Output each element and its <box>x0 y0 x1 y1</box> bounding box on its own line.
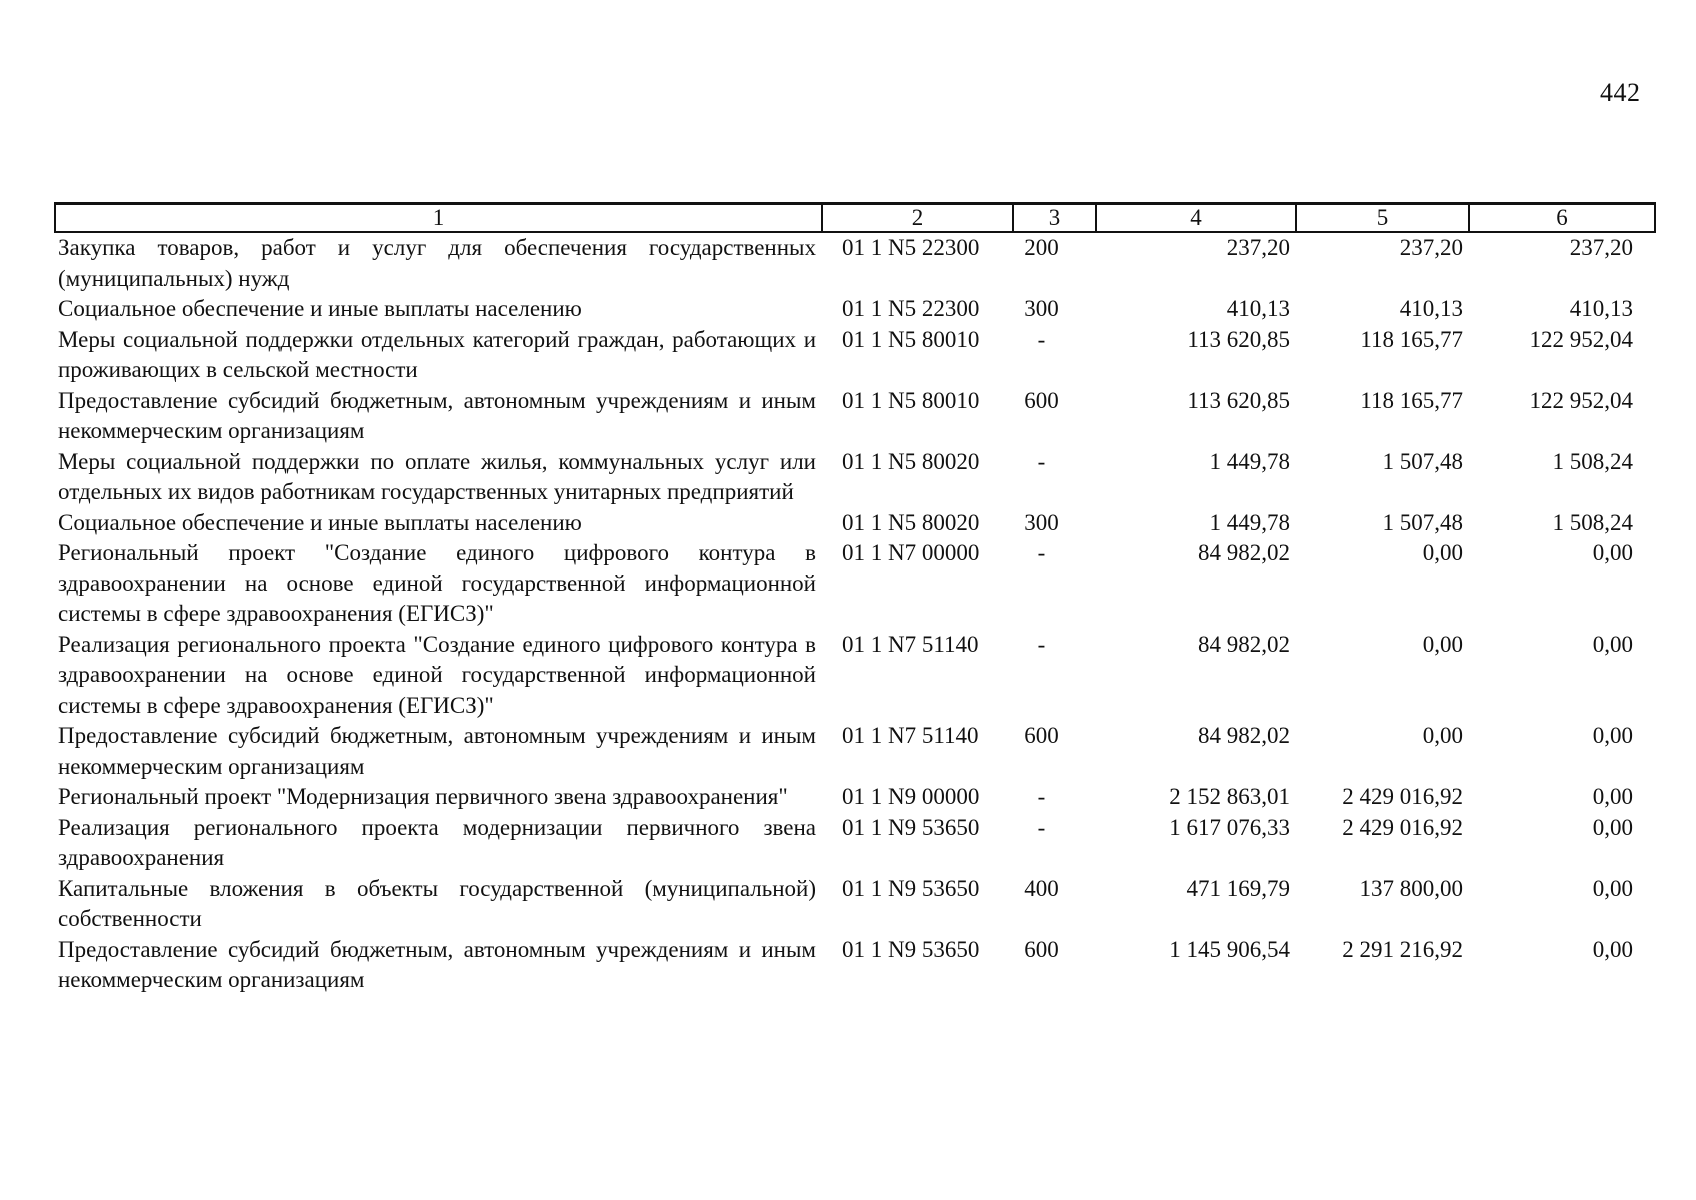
row-value-2-cell: 410,13 <box>1399 296 1463 321</box>
column-header-4: 4 <box>1096 204 1296 233</box>
row-code-cell: 01 1 N7 51140 <box>842 723 979 748</box>
table-body <box>55 232 1655 996</box>
row-name-cell: Предоставление субсидий бюджетным, автономным учреждениям и иным некоммерческим организациям <box>58 387 816 443</box>
column-header-5: 5 <box>1296 204 1469 233</box>
row-value-3-cell: 122 952,04 <box>1529 326 1633 352</box>
row-name-cell: Предоставление субсидий бюджетным, автономным учреждениям и иным некоммерческим организациям <box>58 723 816 779</box>
table-row <box>55 874 1655 935</box>
row-value-1-cell: 113 620,85 <box>1187 326 1290 352</box>
row-value-2-cell: 0,00 <box>1422 631 1463 657</box>
page-number: 442 <box>1600 78 1641 107</box>
table-header <box>55 204 1655 233</box>
row-value-1-cell: 410,13 <box>1226 296 1290 321</box>
table-row <box>55 386 1655 447</box>
row-value-3-cell: 0,00 <box>1592 631 1633 657</box>
row-expense-type-cell: - <box>1037 326 1046 352</box>
row-code-cell: 01 1 N9 53650 <box>842 936 980 962</box>
table-row <box>55 447 1655 508</box>
row-value-1-cell: 84 982,02 <box>1198 723 1290 748</box>
row-expense-type-cell: - <box>1037 784 1046 809</box>
row-expense-type-cell: 300 <box>1024 509 1059 535</box>
row-value-2-cell: 2 429 016,92 <box>1342 784 1463 809</box>
table-row <box>55 813 1655 874</box>
row-name-cell: Реализация регионального проекта модернизации первичного звена здравоохранения <box>58 814 816 870</box>
row-code-cell: 01 1 N5 80010 <box>842 387 980 413</box>
row-name-cell: Капитальные вложения в объекты государственной (муниципальной) собственности <box>58 875 816 931</box>
row-expense-type-cell: - <box>1037 448 1046 474</box>
row-value-1-cell: 2 152 863,01 <box>1169 784 1290 809</box>
row-value-2-cell: 0,00 <box>1422 723 1463 748</box>
row-code-cell: 01 1 N5 22300 <box>842 296 980 321</box>
row-value-3-cell: 0,00 <box>1592 540 1633 565</box>
table-row <box>55 508 1655 539</box>
row-value-1-cell: 84 982,02 <box>1198 540 1290 565</box>
row-value-2-cell: 118 165,77 <box>1360 387 1463 413</box>
row-expense-type-cell: - <box>1037 540 1046 565</box>
row-value-3-cell: 0,00 <box>1592 936 1633 962</box>
row-name-cell: Региональный проект "Модернизация первичного звена здравоохранения" <box>58 784 788 809</box>
row-value-2-cell: 1 507,48 <box>1382 509 1463 535</box>
row-value-1-cell: 237,20 <box>1226 235 1290 260</box>
row-code-cell: 01 1 N5 22300 <box>842 235 980 260</box>
row-name-cell: Меры социальной поддержки по оплате жилья, коммунальных услуг или отдельных их видов работникам государственных унитарных предприятий <box>58 448 816 504</box>
row-code-cell: 01 1 N7 00000 <box>842 540 980 565</box>
row-value-1-cell: 1 617 076,33 <box>1169 814 1290 840</box>
column-header-2: 2 <box>822 204 1013 233</box>
row-expense-type-cell: 400 <box>1024 875 1059 901</box>
row-name-cell: Социальное обеспечение и иные выплаты населению <box>58 296 582 321</box>
row-value-3-cell: 410,13 <box>1569 296 1633 321</box>
row-value-3-cell: 0,00 <box>1592 784 1633 809</box>
row-code-cell: 01 1 N9 53650 <box>842 814 980 840</box>
row-expense-type-cell: 300 <box>1024 296 1059 321</box>
row-value-2-cell: 2 429 016,92 <box>1342 814 1463 840</box>
row-value-2-cell: 118 165,77 <box>1360 326 1463 352</box>
row-value-3-cell: 237,20 <box>1569 235 1633 260</box>
row-value-3-cell: 0,00 <box>1592 723 1633 748</box>
table-row <box>55 294 1655 325</box>
row-name-cell: Закупка товаров, работ и услуг для обеспечения государственных (муниципальных) нужд <box>58 235 816 291</box>
row-value-2-cell: 1 507,48 <box>1382 448 1463 474</box>
row-value-3-cell: 1 508,24 <box>1552 448 1633 474</box>
row-name-cell: Социальное обеспечение и иные выплаты населению <box>58 509 582 535</box>
table-row <box>55 325 1655 386</box>
row-value-1-cell: 84 982,02 <box>1198 631 1290 657</box>
row-name-cell: Предоставление субсидий бюджетным, автономным учреждениям и иным некоммерческим организациям <box>58 936 816 992</box>
table-row <box>55 538 1655 630</box>
row-value-1-cell: 1 145 906,54 <box>1169 936 1290 962</box>
row-expense-type-cell: 600 <box>1024 936 1059 962</box>
row-value-3-cell: 122 952,04 <box>1529 387 1633 413</box>
row-expense-type-cell: 200 <box>1024 235 1059 260</box>
row-name-cell: Реализация регионального проекта "Создание единого цифрового контура в здравоохранении на основе единой государственной информационной системы в сфере здравоохранения (ЕГИСЗ)" <box>58 631 816 718</box>
row-code-cell: 01 1 N5 80010 <box>842 326 980 352</box>
row-value-1-cell: 1 449,78 <box>1209 448 1290 474</box>
row-value-1-cell: 113 620,85 <box>1187 387 1290 413</box>
row-code-cell: 01 1 N5 80020 <box>842 509 980 535</box>
row-value-2-cell: 137 800,00 <box>1359 875 1463 901</box>
row-value-3-cell: 0,00 <box>1592 814 1633 840</box>
row-code-cell: 01 1 N7 51140 <box>842 631 979 657</box>
row-value-2-cell: 2 291 216,92 <box>1342 936 1463 962</box>
row-value-3-cell: 0,00 <box>1592 875 1633 901</box>
row-name-cell: Региональный проект "Создание единого цифрового контура в здравоохранении на основе единой государственной информационной системы в сфере здравоохранения (ЕГИСЗ)" <box>58 540 816 626</box>
budget-table <box>54 202 1656 996</box>
row-name-cell: Меры социальной поддержки отдельных категорий граждан, работающих и проживающих в сельской местности <box>58 326 816 382</box>
row-value-3-cell: 1 508,24 <box>1552 509 1633 535</box>
column-header-6: 6 <box>1469 204 1655 233</box>
table-row <box>55 630 1655 722</box>
table-row <box>55 232 1655 294</box>
row-code-cell: 01 1 N9 00000 <box>842 784 980 809</box>
row-value-1-cell: 1 449,78 <box>1209 509 1290 535</box>
column-header-3: 3 <box>1013 204 1096 233</box>
header-row <box>55 204 1655 233</box>
row-expense-type-cell: - <box>1037 631 1046 657</box>
row-code-cell: 01 1 N5 80020 <box>842 448 980 474</box>
row-value-2-cell: 237,20 <box>1399 235 1463 260</box>
row-expense-type-cell: - <box>1037 814 1046 840</box>
row-code-cell: 01 1 N9 53650 <box>842 875 980 901</box>
table-row <box>55 782 1655 813</box>
row-expense-type-cell: 600 <box>1024 387 1059 413</box>
table-row <box>55 935 1655 996</box>
row-expense-type-cell: 600 <box>1024 723 1059 748</box>
table-row <box>55 721 1655 782</box>
column-header-1: 1 <box>55 204 822 233</box>
row-value-2-cell: 0,00 <box>1422 540 1463 565</box>
row-value-1-cell: 471 169,79 <box>1186 875 1290 901</box>
